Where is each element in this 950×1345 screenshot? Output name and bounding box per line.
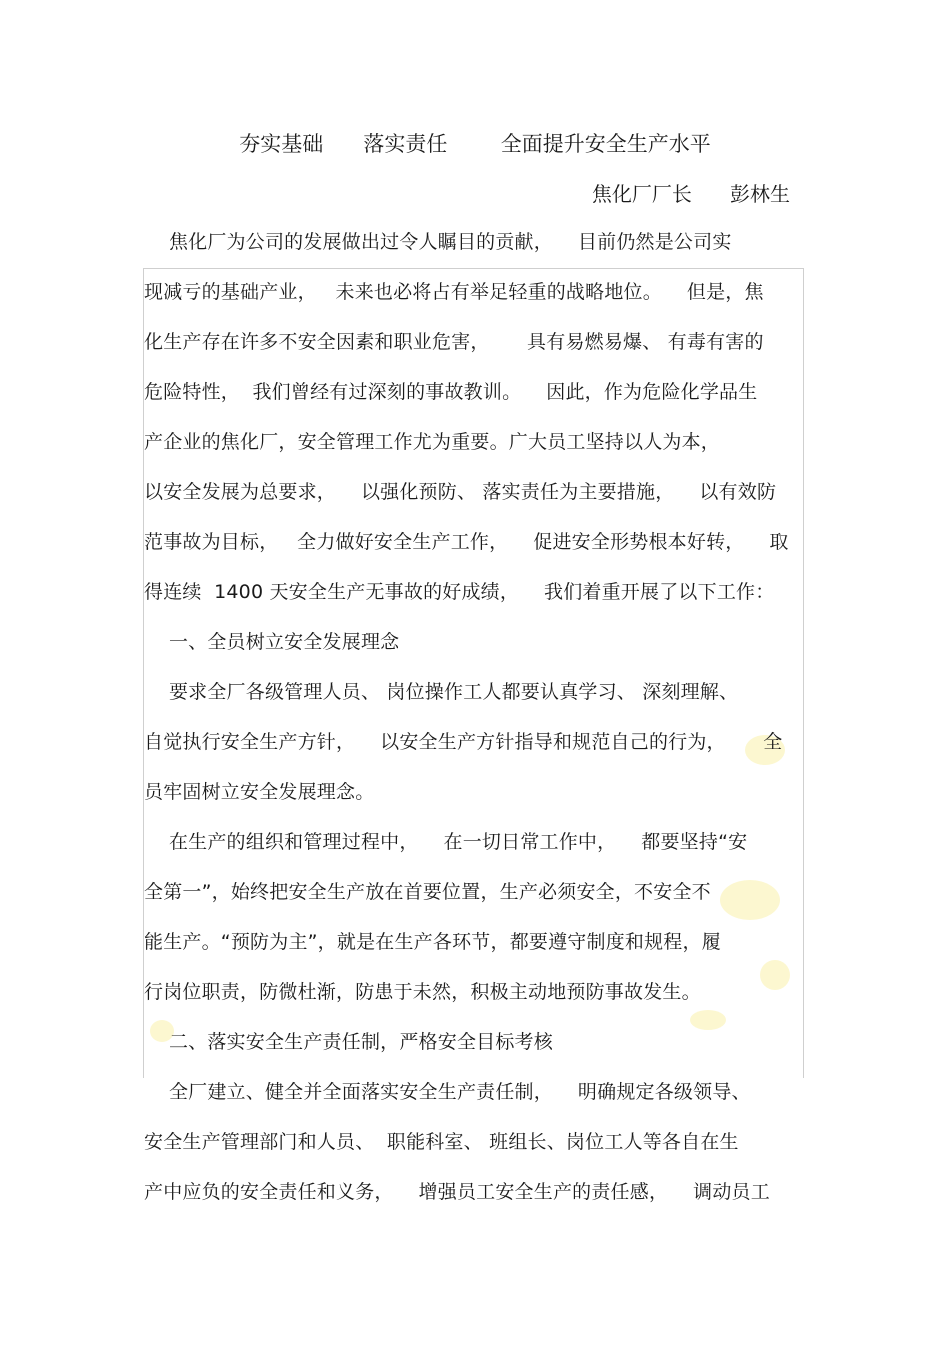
text-line: 危险特性， 我们曾经有过深刻的事故教训。 因此，作为危险化学品生	[144, 381, 758, 403]
text-line: 得连续 1400 天安全生产无事故的好成绩， 我们着重开展了以下工作：	[144, 581, 775, 603]
text-line: 能生产。“预防为主”，就是在生产各环节，都要遵守制度和规程，履	[144, 931, 721, 953]
scan-border-top	[143, 268, 804, 269]
text-line: 产中应负的安全责任和义务， 增强员工安全生产的责任感， 调动员工	[144, 1181, 770, 1203]
text-line: 行岗位职责，防微杜渐，防患于未然，积极主动地预防事故发生。	[144, 981, 701, 1003]
text-line: 要求全厂各级管理人员、 岗位操作工人都要认真学习、 深刻理解、	[144, 681, 739, 703]
text-line: 产企业的焦化厂，安全管理工作尤为重要。广大员工坚持以人为本，	[144, 431, 721, 453]
text-line: 化生产存在许多不安全因素和职业危害， 具有易燃易爆、 有毒有害的	[144, 331, 764, 353]
text-line: 全厂建立、健全并全面落实安全生产责任制， 明确规定各级领导、	[144, 1081, 751, 1103]
text-line: 全第一”，始终把安全生产放在首要位置，生产必须安全，不安全不	[144, 881, 711, 903]
text-line: 焦化厂为公司的发展做出过令人瞩目的贡献， 目前仍然是公司实	[144, 231, 732, 253]
text-line: 员牢固树立安全发展理念。	[144, 781, 375, 803]
text-line: 安全生产管理部门和人员、 职能科室、 班组长、岗位工人等各自在生	[144, 1131, 739, 1153]
document-title: 夯实基础 落实责任 全面提升安全生产水平	[239, 132, 711, 156]
document-author: 焦化厂厂长 彭林生	[591, 182, 790, 206]
text-line: 以安全发展为总要求， 以强化预防、 落实责任为主要措施， 以有效防	[144, 481, 777, 503]
text-line: 在生产的组织和管理过程中， 在一切日常工作中， 都要坚持“安	[144, 831, 748, 853]
text-line: 现减亏的基础产业， 未来也必将占有举足轻重的战略地位。 但是，焦	[144, 281, 764, 303]
text-line: 范事故为目标， 全力做好安全生产工作， 促进安全形势根本好转， 取	[144, 531, 789, 553]
section-heading: 二、落实安全生产责任制，严格安全目标考核	[144, 1031, 553, 1053]
section-heading: 一、全员树立安全发展理念	[144, 631, 400, 653]
text-line: 自觉执行安全生产方针， 以安全生产方针指导和规范自己的行为， 全	[144, 731, 783, 753]
